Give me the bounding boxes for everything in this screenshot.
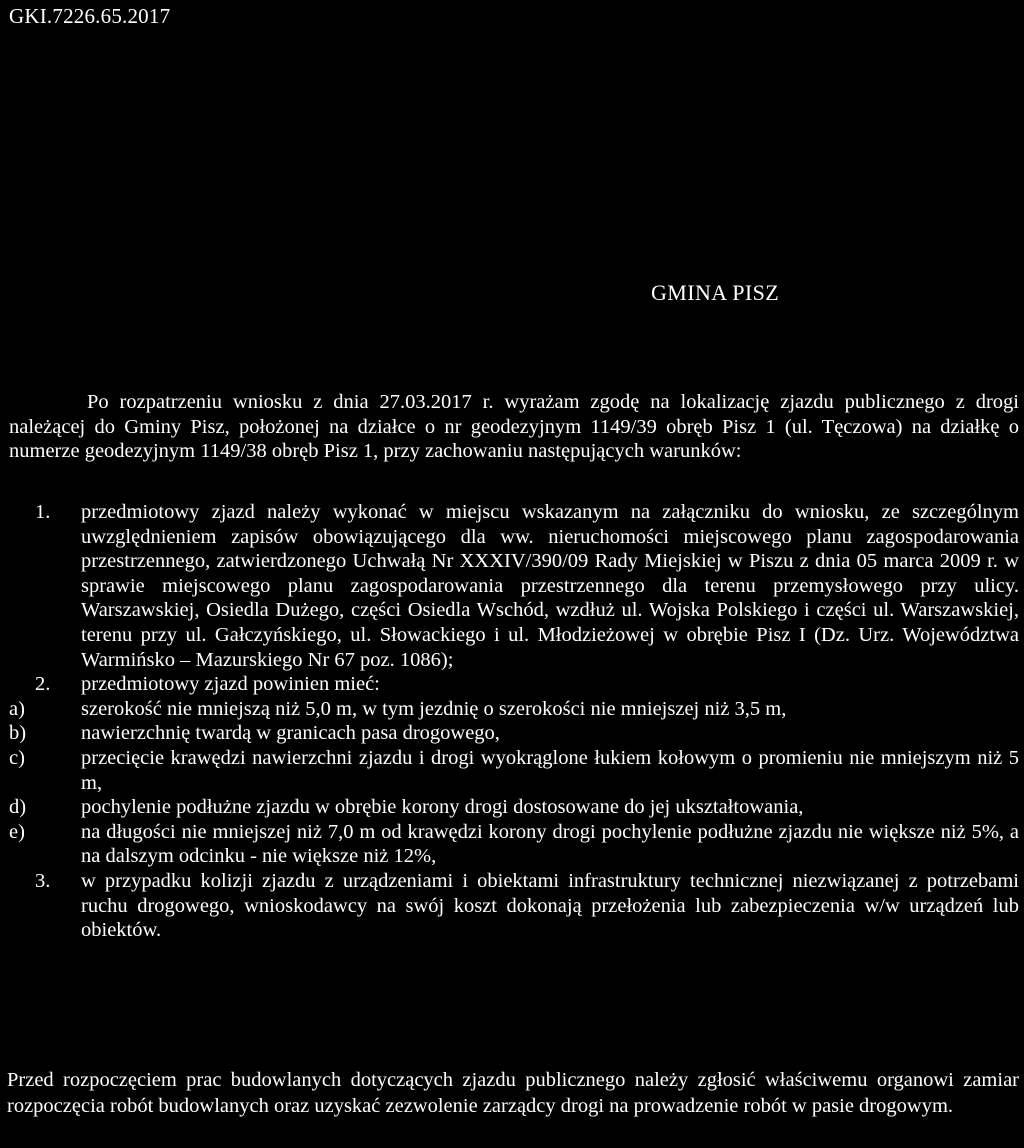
condition-text: w przypadku kolizji zjazdu z urządzeniami i obiektami infrastruktury technicznej niezwiązanej z potrzebami ruchu drogowego, wnioskodawcy na swój koszt dokonają przełożenia lub zabezpieczenia w/w urządzeń lub obiektów. <box>81 869 1019 942</box>
subcondition-text: na długości nie mniejszej niż 7,0 m od krawędzi korony drogi pochylenie podłużne zjazdu nie większe niż 5%, a na dalszym odcinku - nie większe niż 12%, <box>81 820 1019 868</box>
subcondition-text: nawierzchnię twardą w granicach pasa drogowego, <box>81 722 500 745</box>
municipality-heading: GMINA PISZ <box>651 280 780 305</box>
condition-marker: 1. <box>35 501 51 523</box>
subcondition-item <box>9 746 1019 795</box>
condition-marker: 2. <box>35 673 51 696</box>
condition-item <box>9 672 1019 697</box>
subcondition-marker: b) <box>9 722 27 745</box>
subcondition-item <box>9 697 1019 722</box>
subcondition-item <box>9 795 1019 820</box>
subcondition-marker: d) <box>9 796 27 819</box>
subcondition-marker: e) <box>9 820 25 843</box>
subcondition-item <box>9 820 1019 869</box>
condition-item <box>9 869 1019 943</box>
subcondition-text: pochylenie podłużne zjazdu w obrębie korony drogi dostosowane do jej ukształtowania, <box>81 796 804 819</box>
conditions-list <box>9 500 1019 943</box>
subcondition-marker: c) <box>9 746 25 769</box>
closing-paragraph: Przed rozpoczęciem prac budowlanych dotyczących zjazdu publicznego należy zgłosić właściwemu organowi zamiar rozpoczęcia robót budowlanych oraz uzyskać zezwolenie zarządcy drogi na prowadzenie robót w pasie drogowym. <box>7 1069 1019 1117</box>
condition-text: przedmiotowy zjazd należy wykonać w miejscu wskazanym na załączniku do wniosku, ze szczególnym uwzględnieniem zapisów obowiązującego dla ww. nieruchomości miejscowego planu zagospodarowania przestrzennego, zatwierdzonego Uchwałą Nr XXXIV/390/09 Rady Miejskiej w Piszu z dnia 05 marca 2009 r. w sprawie miejscowego planu zagospodarowania przestrzennego dla terenu przemysłowego przy ulicy. Warszawskiej, Osiedla Dużego, części Osiedla Wschód, wzdłuż ul. Wojska Polskiego i części ul. Warszawskiej, terenu przy ul. Gałczyńskiego, ul. Słowackiego i ul. Młodzieżowej w obrębie Pisz I (Dz. Urz. Województwa Warmińsko – Mazurskiego Nr 67 poz. 1086); <box>81 501 1019 671</box>
subcondition-text: przecięcie krawędzi nawierzchni zjazdu i drogi wyokrąglone łukiem kołowym o promieniu nie mniejszym niż 5 m, <box>81 746 1019 794</box>
subcondition-item <box>9 721 1019 746</box>
condition-text: przedmiotowy zjazd powinien mieć: <box>81 673 380 696</box>
condition-item <box>9 500 1019 672</box>
subcondition-text: szerokość nie mniejszą niż 5,0 m, w tym jezdnię o szerokości nie mniejszej niż 3,5 m, <box>81 697 787 720</box>
condition-marker: 3. <box>35 869 51 892</box>
document-reference-number: GKI.7226.65.2017 <box>9 4 171 28</box>
intro-paragraph: Po rozpatrzeniu wniosku z dnia 27.03.2017 r. wyrażam zgodę na lokalizację zjazdu publicznego z drogi należącej do Gminy Pisz, położonej na działce o nr geodezyjnym 1149/39 obręb Pisz 1 (ul. Tęczowa) na działkę o numerze geodezyjnym 1149/38 obręb Pisz 1, przy zachowaniu następujących warunków: <box>9 391 1019 463</box>
subcondition-marker: a) <box>9 697 25 720</box>
